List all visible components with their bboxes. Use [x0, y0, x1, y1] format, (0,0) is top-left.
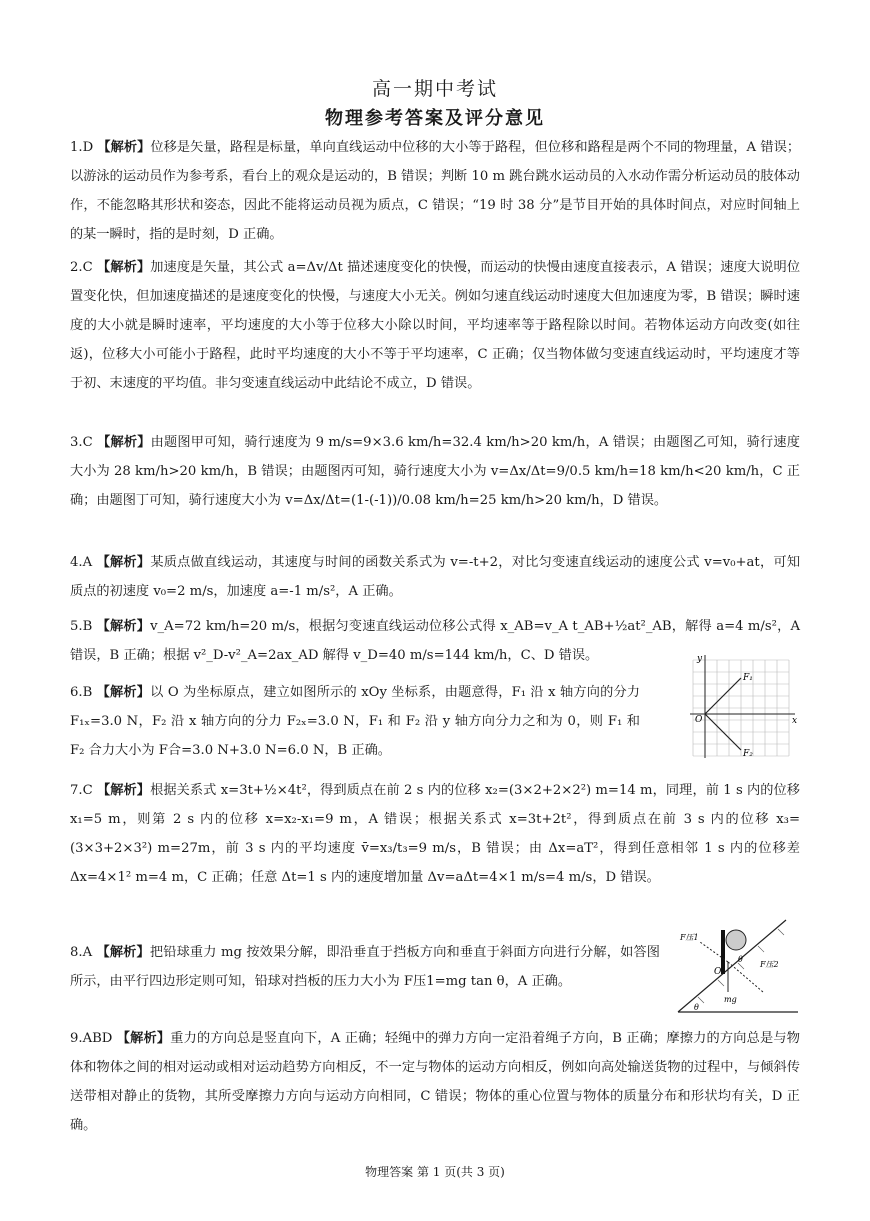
f1-label: F₁: [743, 673, 753, 683]
fn2-label: F压2: [760, 960, 779, 969]
question-number: 3.C: [70, 435, 93, 450]
question-text: 重力的方向总是竖直向下，A 正确；轻绳中的弹力方向一定沿着绳子方向，B 正确；摩擦力的方向总是与物体和物体之间的相对运动或相对运动趋势方向相反，不一定与物体的运动方向相反，例如向高处输送货物的过程中，与倾斜传送带相对静止的货物，其所受摩擦力方向与运动方向相同，C 错误；物体的重心位置与物体的质量分布和形状均有关，D 正确。: [70, 1031, 800, 1133]
f2-label: F₂: [743, 749, 753, 759]
question-2: [70, 253, 800, 398]
question-text: 以 O 为坐标原点，建立如图所示的 xOy 坐标系，由题意得，F₁ 沿 x 轴方向的分力 F₁ₓ=3.0 N，F₂ 沿 x 轴方向的分力 F₂ₓ=3.0 N，F₁ 和 F₂ 沿 y 轴方向分力之和为 0，则 F₁ 和 F₂ 合力大小为 F合=3.0 N+3.0 N=6.0 N，B 正确。: [70, 685, 640, 758]
origin-label: O: [695, 715, 703, 725]
question-number: 9.ABD: [70, 1031, 113, 1046]
x-axis-label: x: [792, 716, 798, 726]
page-title: 高一期中考试: [371, 78, 498, 100]
theta-label-top: θ: [738, 955, 743, 964]
question-7: [70, 776, 800, 892]
question-text: 加速度是矢量，其公式 a=Δv/Δt 描述速度变化的快慢，而运动的快慢由速度直接表示，A 错误；速度大说明位置变化快，但加速度描述的是速度变化的快慢，与速度大小无关。例如匀速直线运动时速度大但加速度为零，B 错误；瞬时速度的大小就是瞬时速率，平均速度的大小等于位移大小除以时间，平均速率等于路程除以时间。若物体运动方向改变(如往返)，位移大小可能小于路程，此时平均速度的大小不等于平均速率，C 正确；仅当物体做匀变速直线运动时，平均速度才等于初、末速度的平均值。非匀变速直线运动中此结论不成立，D 错误。: [70, 260, 801, 391]
question-8: [70, 938, 660, 996]
lead-ball: [726, 930, 746, 950]
analysis-tag: 【解析】: [97, 140, 151, 155]
question-text: 由题图甲可知，骑行速度为 9 m/s=9×3.6 km/h=32.4 km/h>20 km/h，A 错误；由题图乙可知，骑行速度大小为 28 km/h>20 km/h，B 错误；由题图丙可知，骑行速度大小为 v=Δx/Δt=9/0.5 km/h=18 km/h<20 km/h，C 正确；由题图丁可知，骑行速度大小为 v=Δx/Δt=(1-(-1))/0.08 km/h=25 km/h>20 km/h，D 错误。: [70, 435, 800, 508]
analysis-tag: 【解析】: [96, 783, 151, 798]
analysis-tag: 【解析】: [116, 1031, 171, 1046]
question-number: 6.B: [70, 685, 93, 700]
analysis-tag: 【解析】: [96, 685, 151, 700]
question-number: 4.A: [70, 555, 93, 570]
analysis-tag: 【解析】: [97, 435, 151, 450]
question-4: [70, 548, 800, 606]
page-subtitle: 物理参考答案及评分意见: [325, 108, 545, 129]
incline-ball-figure: [668, 912, 803, 1022]
question-text: 某质点做直线运动，其速度与时间的函数关系式为 v=-t+2，对比匀变速直线运动的速度公式 v=v₀+at，可知质点的初速度 v₀=2 m/s，加速度 a=-1 m/s²，A 正确。: [70, 555, 801, 599]
page-footer: 物理答案 第 1 页(共 3 页): [365, 1165, 505, 1179]
fn1-label: F压1: [680, 933, 699, 942]
question-text: 根据关系式 x=3t+½×4t²，得到质点在前 2 s 内的位移 x₂=(3×2+2×2²) m=14 m，同理，前 1 s 内的位移 x₁=5 m，则第 2 s 内的位移 x=x₂-x₁=9 m，A 错误；根据关系式 x=3t+2t²，得到质点在前 3 s 内的位移 x₃=(3×3+2×3²) m=27m，前 3 s 内的平均速度 v̄=x₃/t₃=9 m/s，B 错误；由 Δx=aT²，得到任意相邻 1 s 内的位移差 Δx=4×1² m=4 m，C 正确；任意 Δt=1 s 内的速度增加量 Δv=aΔt=4×1 m/s=4 m/s，D 错误。: [70, 783, 800, 885]
question-3: [70, 428, 800, 515]
fn2-arrow: [728, 962, 763, 992]
theta-label-bottom: θ: [694, 1003, 699, 1012]
analysis-tag: 【解析】: [96, 619, 151, 634]
question-text: v_A=72 km/h=20 m/s，根据匀变速直线运动位移公式得 x_AB=v_A t_AB+½at²_AB，解得 a=4 m/s²，A 错误，B 正确；根据 v²_D-v²_A=2ax_AD 解得 v_D=40 m/s=144 km/h，C、D 错误。: [70, 619, 800, 663]
question-number: 5.B: [70, 619, 93, 634]
question-number: 2.C: [70, 260, 93, 275]
force-grid-figure: [685, 652, 803, 766]
question-1: [70, 133, 800, 249]
grid: [693, 660, 789, 756]
question-text: 位移是矢量，路程是标量，单向直线运动中位移的大小等于路程，但位移和路程是两个不同的物理量，A 错误；以游泳的运动员作为参考系，看台上的观众是运动的，B 错误；判断 10 m 跳台跳水运动员的入水动作需分析运动员的肢体动作，不能忽略其形状和姿态，因此不能将运动员视为质点，C 错误；“19 时 38 分”是节目开始的具体时间点，对应时间轴上的某一瞬时，指的是时刻，D 正确。: [70, 140, 801, 242]
analysis-tag: 【解析】: [96, 555, 151, 570]
question-9: [70, 1024, 800, 1140]
mg-label: mg: [724, 995, 737, 1004]
analysis-tag: 【解析】: [96, 945, 150, 960]
analysis-tag: 【解析】: [97, 260, 151, 275]
question-number: 1.D: [70, 140, 94, 155]
question-number: 7.C: [70, 783, 93, 798]
question-text: 把铅球重力 mg 按效果分解，即沿垂直于挡板方向和垂直于斜面方向进行分解，如答图所示，由平行四边形定则可知，铅球对挡板的压力大小为 F压1=mg tan θ，A 正确。: [70, 945, 660, 989]
question-6: [70, 678, 640, 765]
y-axis-label: y: [697, 654, 703, 664]
o-label: O: [714, 967, 722, 977]
question-number: 8.A: [70, 945, 93, 960]
